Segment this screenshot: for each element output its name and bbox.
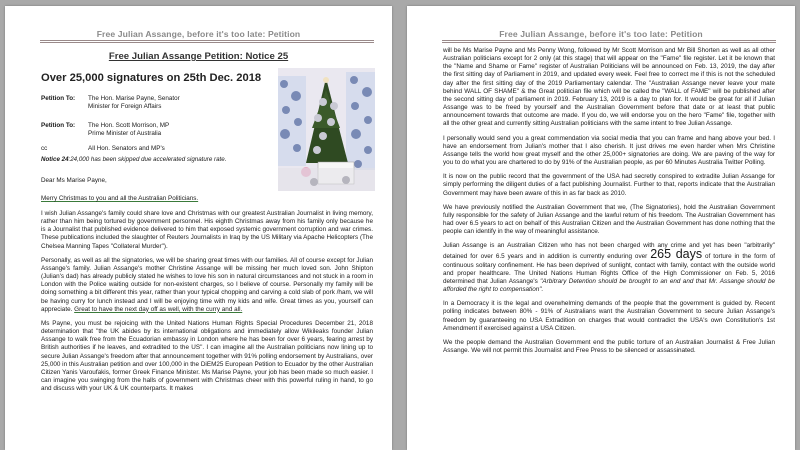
paragraph-text: Julian Assange is an Australian Citizen who has not been charged with any crime and yet has been "arbitrarily" detained for over 6.5 years and in addition is currently enduring over xyxy=(443,242,775,261)
paragraph xyxy=(443,242,775,294)
addressee xyxy=(88,95,180,111)
addressee-title: Prime Minister of Australia xyxy=(88,130,162,137)
notice-note xyxy=(41,156,226,163)
document-subtitle: Over 25,000 signatures on 25th Dec. 2018 xyxy=(41,72,262,84)
addressee-title: Minister for Foreign Affairs xyxy=(88,103,162,110)
cc-row xyxy=(41,145,165,153)
christmas-tree-image xyxy=(278,68,375,191)
salutation: Dear Ms Marise Payne, xyxy=(41,177,107,184)
petition-to-label: Petition To: xyxy=(41,122,76,129)
document-page-left xyxy=(5,6,392,450)
addressee-name: The Hon. Scott Morrison, MP xyxy=(88,122,170,129)
note-bold: Notice 24 xyxy=(41,156,69,163)
petition-to-label: Petition To: xyxy=(41,95,76,102)
document-title: Free Julian Assange Petition: Notice 25 xyxy=(108,51,289,62)
header-rule xyxy=(442,40,776,43)
paragraph: I wish Julian Assange's family could share love and Christmas with our greatest Australian Journalist in living memory, rather than him being tortured by government personnel. His eighth Christmas away from his family only because he is a Journalist that published evidence delivered to him that exposed systemic government corruption and war crimes. These publications included the slaughter of Reuters Journalists in Iraq by the US Military via Apache Helicopters (The Chelsea Manning Tapes "Collateral Murder"). xyxy=(41,210,373,250)
paragraph: will be Ms Marise Payne and Ms Penny Wong, followed by Mr Scott Morrison and Mr Bill Shorten as well as all other Australian politicians except for 2 only (at this stage) that will appear on the "Fame" file register. Let it be known that the "Name and Shame or Fame" register of Australian Politicians will be announced on Feb. 13, 2019, the day after the first sitting day of Parliament in 2019, and updated every week. Feel free to correct me if this is not the scheduled day after the first sitting day of the 2019 Parliamentary calendar. The "Australian Assange never leave your mate behind WALL OF SHAME" & the Great politician file which will be called the "WALL of FAME" will be published after the second sitting day of parliament in 2019. February 13, 2019 is a day to plan for. It would be great for all if Julian Assange was to be freed by yourself and the Australian Government before that date or at least that public announcement towards that outcome are made. If you do, we will endorse you on the hero "Fame" file, together with all the other great and currently sitting Australian politicians with the same intent to free Julian Assange. xyxy=(443,47,775,128)
christmas-tree-photo xyxy=(278,68,375,191)
page-header: Free Julian Assange, before it's too late: Petition xyxy=(499,29,703,39)
paragraph: It is now on the public record that the government of the USA had secretly conspired to extradite Julian Assange for simply performing the diligent duties of a fact publishing Journalist. Further to that, reports indicate that the Australian Government may have been aware of this in as far back as 2010. xyxy=(443,173,775,197)
greeting: Merry Christmas to you and all the Australian Politicians. xyxy=(41,195,199,202)
petition-to-foreign-minister xyxy=(41,95,180,111)
page-header: Free Julian Assange, before it's too late: Petition xyxy=(96,29,301,39)
paragraph: I personally would send you a great commendation via social media that you can frame and hang above your bed. I have an endorsement from Julian's mother that I also cherish. It just drives me even harder when Mrs Christine Assange tells the world how great myself and the other 25,000+ signatories are doing. We are paving of the way for you to do what you are chartered to do by 91% of the Australian people, as per 60 Minutes Australia Twitter Polling. xyxy=(443,134,775,167)
header-rule xyxy=(40,40,374,43)
paragraph: In a Democracy it is the legal and overwhelming demands of the people that the government is guided by. Recent polling indicates between 80% - 91% of Australians want the Australian Government to secure Julian Assange's freedom by guaranteeing no USA Extradition on charges that would contradict the USA's own Constitution's 1st Amendment if exercised against a USA Citizen. xyxy=(443,300,775,332)
underlined-text: Great to have the next day off as well, with the curry and all. xyxy=(74,305,243,313)
paragraph-text: Personally, as well as all the signatories, we will be sharing great times with our families. All of course except for Julian Assange's family. Julian Assange's mother Christine Assange will be missing her much loved son. John Shipton (Julian's dad) has already publicly stated he wishes to love his son in natural circumstances and not stuck in a room in London with the Police waiting outside for non-existent charges, so I believe of course. Personally my family will be doing something a bit different this year, rather than your typical chopping and carving a cold slab of pork /ham, we will be having curry for lunch instead and I will be enjoying time with my kids and wife. Great times as you, yourself can appreciate. xyxy=(41,256,373,313)
petition-to-prime-minister xyxy=(41,122,169,138)
paragraph: We the people demand the Australian Government end the public torture of an Australian Journalist & Free Julian Assange. We will not permit this Journalist and Free Press to be silenced or assassinated. xyxy=(443,338,775,354)
document-page-right xyxy=(407,6,795,450)
addressee-name: The Hon. Marise Payne, Senator xyxy=(88,95,180,102)
italic-quote: "Arbitrary Detention should be brought to an end and that Mr. Assange should be afforded the right to compensation". xyxy=(443,277,775,294)
days-count: 265 days xyxy=(650,247,703,262)
paragraph-text: of torture in the form of continuous solitary confinement. He has been deprived of sunlight, contact with family, contact with the outside world and proper healthcare. The United Nations Human Rights Office of the High Commissioner on Feb. 5, 2016 determined that Julian Assange's xyxy=(443,253,776,285)
paragraph xyxy=(41,257,373,314)
addressee xyxy=(88,122,169,138)
cc-recipients: All Hon. Senators and MP's xyxy=(88,145,165,152)
paragraph: We have previously notified the Australian Government that we, (The Signatories), hold the Australian Government fully responsible for the safety of Julian Assange and the lawful return of his freedom. The Australian Government has had over 6.5 years to act on behalf of this Australian Citizen and the Australian Government has done nothing that the people can identify in the way of meaningful assistance. xyxy=(443,203,775,236)
cc-label: cc xyxy=(41,145,48,152)
letter-body-right xyxy=(443,47,775,361)
letter-body-left xyxy=(41,210,373,399)
paragraph: Ms Payne, you must be rejoicing with the United Nations Human Rights Special Procedures December 21, 2018 determination that "the UK abides by its international obligations and immediately allow Wikileaks founder Julian Assange to walk free from the Ecuadorian embassy in London where he has been for over 6 years, fearing arrest by British authorities if he leaves, and extradited to the US". I can imagine all the Australian politicians now lining up to secure Julian Assange's freedom after that announcement together with 91% polling endorsement by Australians, over 25,000 in this Australian petition and over 100,000 in the DiEM25 European Petition to Ecuador by the other Australian Citizen Yanis Varoufakis, former Greek Finance Minister. Ms Marise Payne, your job has been made so much easier. I can imagine you swinging from the halls of government with Christmas cheer with this powerful ruling in hand, to go and discuss with your UK & UK counterparts. It makes xyxy=(41,319,373,393)
note-text: :24,000 has been skipped due accelerated signature rate. xyxy=(68,156,227,163)
